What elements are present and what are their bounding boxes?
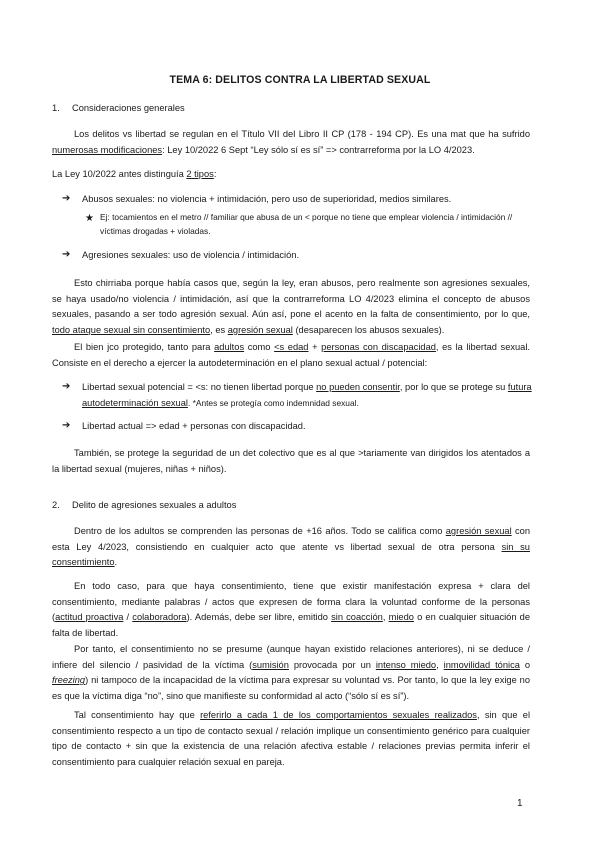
text-run: (desaparecen los abusos sexuales). xyxy=(292,324,445,335)
section-2-heading xyxy=(52,500,236,510)
paragraph-6 xyxy=(52,524,530,571)
underlined-text: agresión sexual xyxy=(227,324,293,335)
text-line: víctimas drogadas + violadas. xyxy=(100,226,211,236)
underlined-text: miedo xyxy=(388,612,414,623)
text-run: + xyxy=(308,342,322,352)
underlined-text: todo ataque sexual sin consentimiento xyxy=(52,324,211,335)
underlined-text: colaboradora xyxy=(132,612,187,623)
text-run: , sin que el consentimiento respecto a un tipo de contacto sexual / relación implique un consentimiento genérico para cualquier tipo de contacto + sin que la existencia de una relación afectiva estable / relaciones previas permita inferir el consentimiento para cualquier relación sexual en pareja. xyxy=(52,710,531,767)
text-run: Libertad sexual potencial = <s: no tienen libertad porque xyxy=(82,382,317,392)
text-run: : Ley 10/2022 6 Sept “Ley sólo sí es sí” => contrarreforma por la LO 4/2023. xyxy=(162,144,475,155)
text-run: ) ni tampoco de la incapacidad de la víctima para expresar su voluntad vs. Por tanto, lo que la ley exige no es que la víctima diga “no”, sino que manifieste su conformidad al acto (“sólo sí es sí”). xyxy=(52,675,530,701)
page-number: 1 xyxy=(517,798,523,809)
text-run: Por tanto, el consentimiento no se presume (aunque hayan existido relaciones anteriores), ni se deduce / infiere del silencio / pasividad de la víctima ( xyxy=(52,644,530,670)
bullet-abusos: Abusos sexuales: no violencia + intimidación, pero uso de superioridad, medios similares. xyxy=(82,194,452,204)
underlined-text: sumisión xyxy=(252,659,289,670)
paragraph-3 xyxy=(52,276,530,338)
text-run: En todo caso, para que haya consentimiento, tiene que existir manifestación expresa + clara del consentimiento, mediante palabras / actos que expresen de forma clara la voluntad conforme de la personas ( xyxy=(52,581,530,623)
underlined-text: adultos xyxy=(214,342,245,352)
underlined-text: 2 tipos xyxy=(186,169,214,179)
text-run: con esta Ley 4/2023, consistiendo en cualquier acto que atente vs libertad sexual de otra persona xyxy=(52,526,530,552)
paragraph-8 xyxy=(52,642,530,704)
section-1-heading xyxy=(52,103,185,113)
section-1-number: 1. xyxy=(52,103,60,113)
sub-bullet-example xyxy=(100,210,540,238)
paragraph-5: También, se protege la seguridad de un det colectivo que es al que >tariamente van dirigidos los atentados a la libertad sexual (mujeres, niñas + niños). xyxy=(52,448,530,474)
underlined-text: numerosas modificaciones xyxy=(52,144,163,155)
section-2-number: 2. xyxy=(52,500,60,510)
arrow-bullet-icon: ➔ xyxy=(62,381,71,392)
star-bullet-icon: ★ xyxy=(85,213,94,224)
underlined-text: sin coacción xyxy=(331,612,383,623)
section-2-title: Delito de agresiones sexuales a adultos xyxy=(72,500,237,510)
arrow-bullet-icon: ➔ xyxy=(62,420,71,431)
underlined-text: agresión sexual xyxy=(445,526,512,536)
bullet-libertad-potencial xyxy=(82,380,532,411)
text-run: , xyxy=(382,612,389,623)
underlined-text: personas con discapacidad xyxy=(321,342,436,352)
text-run: Esto chirriaba porque había casos que, según la ley, eran abusos, pero realmente son agresiones sexuales, se haya usado/no violencia / intimidación, así que la contrarreforma LO 4/2023 elimina el concepto de abusos sexuales, pasando a ser todo agresión sexual. Aún así, pone el acento en la falta de consentimiento, por lo que, xyxy=(52,278,530,320)
arrow-bullet-icon: ➔ xyxy=(62,193,71,204)
text-run: . xyxy=(114,557,118,568)
underlined-text: futura autodeterminación sexual xyxy=(82,382,532,408)
text-run: , es xyxy=(210,324,228,335)
bullet-agresiones: Agresiones sexuales: uso de violencia / intimidación. xyxy=(82,250,300,260)
text-run: El bien jco protegido, tanto para xyxy=(74,342,215,352)
text-run: provocada por un xyxy=(288,659,376,670)
text-run: La Ley 10/2022 antes distinguía xyxy=(52,169,187,179)
underlined-text: referirlo a cada 1 de los comportamientos sexuales realizados xyxy=(200,710,477,720)
text-run: , es la libertad sexual. Consiste en el derecho a ejercer la autodeterminación en el plano sexual actual / potencial: xyxy=(52,342,531,368)
text-run: Tal consentimiento hay que xyxy=(74,710,201,720)
text-run: o en cualquier situación de falta de libertad. xyxy=(52,612,531,638)
text-run: / xyxy=(123,612,133,623)
text-run: ). Además, debe ser libre, emitido xyxy=(186,612,332,623)
underlined-text: inmovilidad tónica xyxy=(443,659,520,670)
text-run: Los delitos vs libertad se regulan en el Título VII del Libro II CP (178 - 194 CP). Es una mat que ha sufrido xyxy=(74,129,530,139)
underlined-text: sin su consentimiento xyxy=(52,541,530,568)
text-run: como xyxy=(244,342,275,352)
underlined-text: actitud proactiva xyxy=(55,612,124,623)
text-run: . *Antes se protegía como indemnidad sexual. xyxy=(187,397,359,408)
paragraph-9 xyxy=(52,708,530,770)
text-run: , xyxy=(436,659,444,670)
paragraph-7 xyxy=(52,579,530,641)
paragraph-2 xyxy=(52,167,530,183)
underlined-text: intenso miedo xyxy=(375,659,437,670)
section-1-title: Consideraciones generales xyxy=(72,103,185,113)
paragraph-4 xyxy=(52,340,530,371)
text-run: o xyxy=(519,659,531,670)
text-run: Dentro de los adultos se comprenden las personas de +16 años. Todo se califica como xyxy=(74,526,446,536)
underlined-text: no pueden consentir xyxy=(316,382,400,392)
underlined-text: <s edad xyxy=(274,342,309,352)
text-run: , por lo que se protege su xyxy=(399,382,508,392)
text-line: Ej: tocamientos en el metro // familiar que abusa de un < porque no tiene que emplear violencia / intimidación // xyxy=(100,212,513,222)
page-title: TEMA 6: DELITOS CONTRA LA LIBERTAD SEXUAL xyxy=(169,74,431,86)
italic-underlined-text: freezing xyxy=(52,675,86,686)
text-run: : xyxy=(213,169,217,179)
paragraph-1 xyxy=(52,127,530,158)
bullet-libertad-actual: Libertad actual => edad + personas con discapacidad. xyxy=(82,421,306,431)
arrow-bullet-icon: ➔ xyxy=(62,249,71,260)
